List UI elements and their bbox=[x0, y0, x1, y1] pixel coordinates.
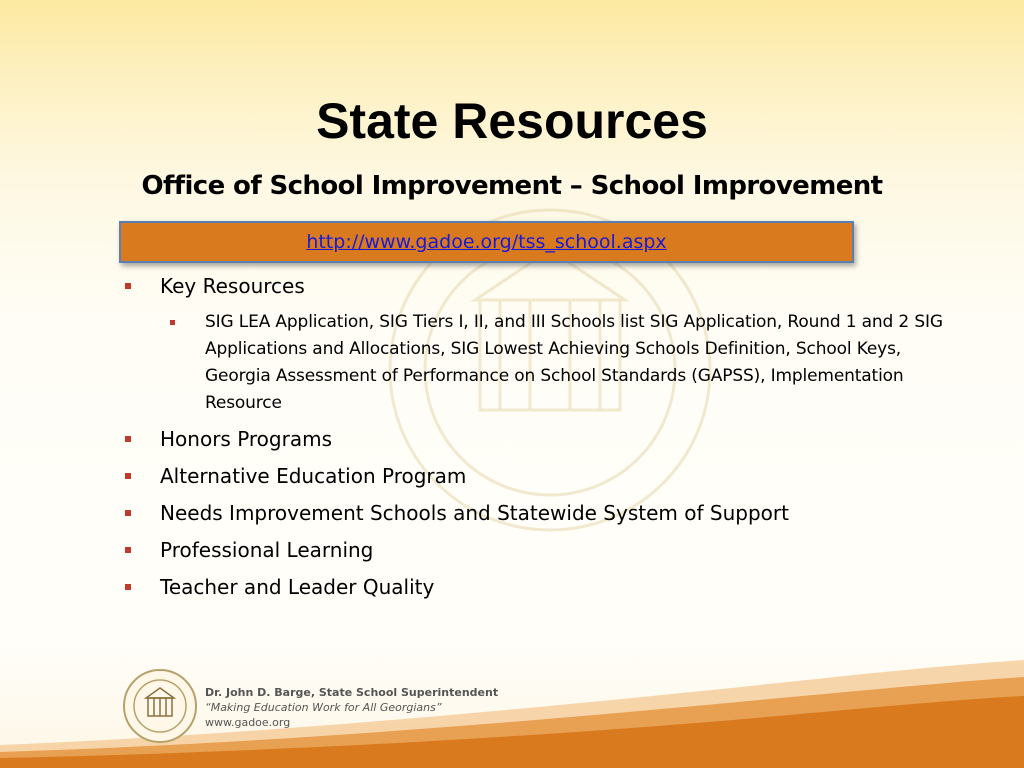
list-item bbox=[122, 575, 962, 599]
square-bullet-icon bbox=[125, 283, 131, 289]
footer-website[interactable]: www.gadoe.org bbox=[205, 716, 291, 729]
teacher-leader-quality-label: Teacher and Leader Quality bbox=[160, 575, 435, 599]
honors-programs-label: Honors Programs bbox=[160, 427, 332, 451]
footer-motto: “Making Education Work for All Georgians” bbox=[205, 701, 442, 714]
square-bullet-icon bbox=[125, 547, 131, 553]
square-bullet-icon bbox=[170, 320, 175, 325]
url-bar bbox=[119, 221, 854, 263]
bullet-list bbox=[122, 274, 962, 612]
list-item bbox=[122, 501, 962, 525]
school-improvement-link[interactable]: http://www.gadoe.org/tss_school.aspx bbox=[306, 231, 667, 253]
footer-text bbox=[205, 685, 498, 730]
list-item bbox=[122, 427, 962, 451]
superintendent-name: Dr. John D. Barge, State School Superintendent bbox=[205, 686, 499, 699]
slide-title: State Resources bbox=[316, 93, 708, 149]
sub-list-item bbox=[122, 309, 962, 417]
needs-improvement-label: Needs Improvement Schools and Statewide System of Support bbox=[160, 501, 789, 525]
square-bullet-icon bbox=[125, 473, 131, 479]
square-bullet-icon bbox=[125, 436, 131, 442]
list-item bbox=[122, 464, 962, 488]
square-bullet-icon bbox=[125, 584, 131, 590]
key-resources-detail: SIG LEA Application, SIG Tiers I, II, and III Schools list SIG Application, Round 1 and 2 SIG Applications and Allocations, SIG Lowest Achieving Schools Definition, School Keys, Georgia Assessment of Performance on School Standards (GAPSS), Implementation Resource bbox=[205, 312, 943, 413]
slide-subtitle: Office of School Improvement – School Improvement bbox=[141, 171, 883, 201]
georgia-doe-seal-icon bbox=[122, 666, 198, 746]
list-item bbox=[122, 274, 962, 298]
professional-learning-label: Professional Learning bbox=[160, 538, 374, 562]
key-resources-label: Key Resources bbox=[160, 274, 305, 298]
square-bullet-icon bbox=[125, 510, 131, 516]
alternative-education-label: Alternative Education Program bbox=[160, 464, 467, 488]
list-item bbox=[122, 538, 962, 562]
